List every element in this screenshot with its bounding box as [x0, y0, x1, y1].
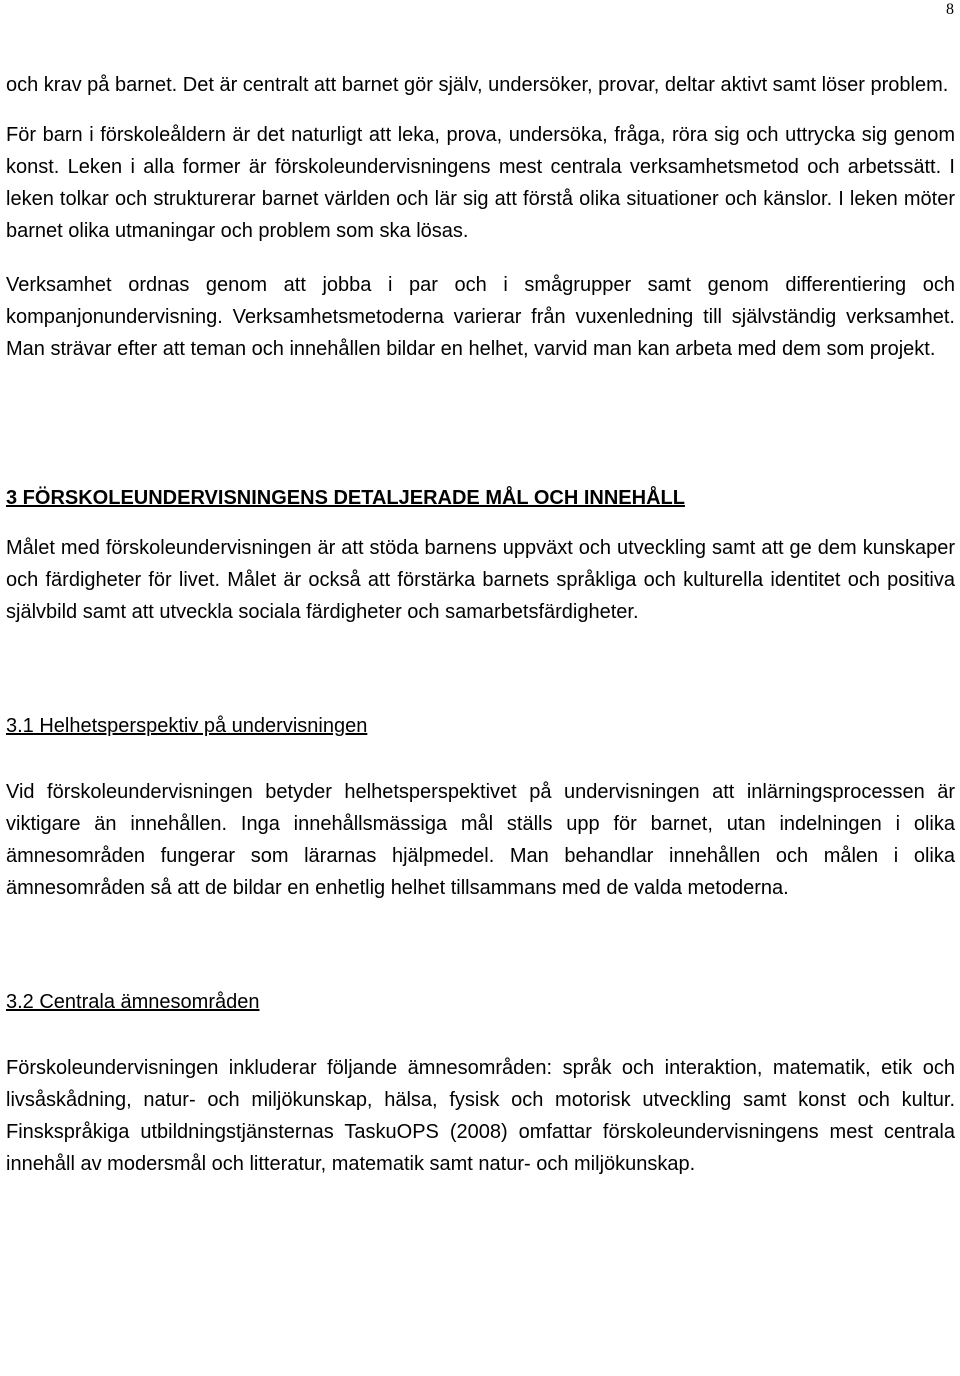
section-heading-3: 3 FÖRSKOLEUNDERVISNINGENS DETALJERADE MÅL OCH INNEHÅLL [6, 487, 685, 509]
paragraph-intro-continuation: och krav på barnet. Det är centralt att barnet gör själv, undersöker, provar, deltar aktivt samt löser problem. [6, 74, 949, 96]
section-heading-3-2: 3.2 Centrala ämnesområden [6, 991, 260, 1013]
paragraph-goals: Målet med förskoleundervisningen är att stöda barnens uppväxt och utveckling samt att ge dem kunskaper och färdigheter för livet. Målet är också att förstärka barnets språkliga och kulturella identitet och positiva självbild samt att utveckla sociala färdigheter och samarbetsfärdigheter. [6, 537, 955, 623]
paragraph-play: För barn i förskoleåldern är det naturligt att leka, prova, undersöka, fråga, röra sig och uttrycka sig genom konst. Leken i alla former är förskoleundervisningens mest centrala verksamhetsmetod och arbetssätt. I leken tolkar och strukturerar barnet världen och lär sig att förstå olika situationer och känslor. I leken möter barnet olika utmaningar och problem som ska lösas. [6, 124, 955, 242]
document-body [6, 69, 955, 1180]
paragraph-holistic-perspective: Vid förskoleundervisningen betyder helhetsperspektivet på undervisningen att inlärningsprocessen är viktigare än innehållen. Inga innehållsmässiga mål ställs upp för barnet, utan indelningen i olika ämnesområden fungerar som lärarnas hjälpmedel. Man behandlar innehållen och målen i olika ämnesområden så att de bildar en enhetlig helhet tillsammans med de valda metoderna. [6, 781, 955, 899]
paragraph-subject-areas: Förskoleundervisningen inkluderar följande ämnesområden: språk och interaktion, matematik, etik och livsåskådning, natur- och miljökunskap, hälsa, fysisk och motorisk utveckling samt konst och kultur. Finskspråkiga utbildningstjänsternas TaskuOPS (2008) omfattar förskoleundervisningens mest centrala innehåll av modersmål och litteratur, matematik samt natur- och miljökunskap. [6, 1057, 955, 1175]
page-number: 8 [946, 1, 954, 18]
paragraph-activity-methods: Verksamhet ordnas genom att jobba i par och i smågrupper samt genom differentiering och kompanjonundervisning. Verksamhetsmetoderna varierar från vuxenledning till självständig verksamhet. Man strävar efter att teman och innehållen bildar en helhet, varvid man kan arbeta med dem som projekt. [6, 274, 955, 360]
section-heading-3-1: 3.1 Helhetsperspektiv på undervisningen [6, 715, 368, 737]
